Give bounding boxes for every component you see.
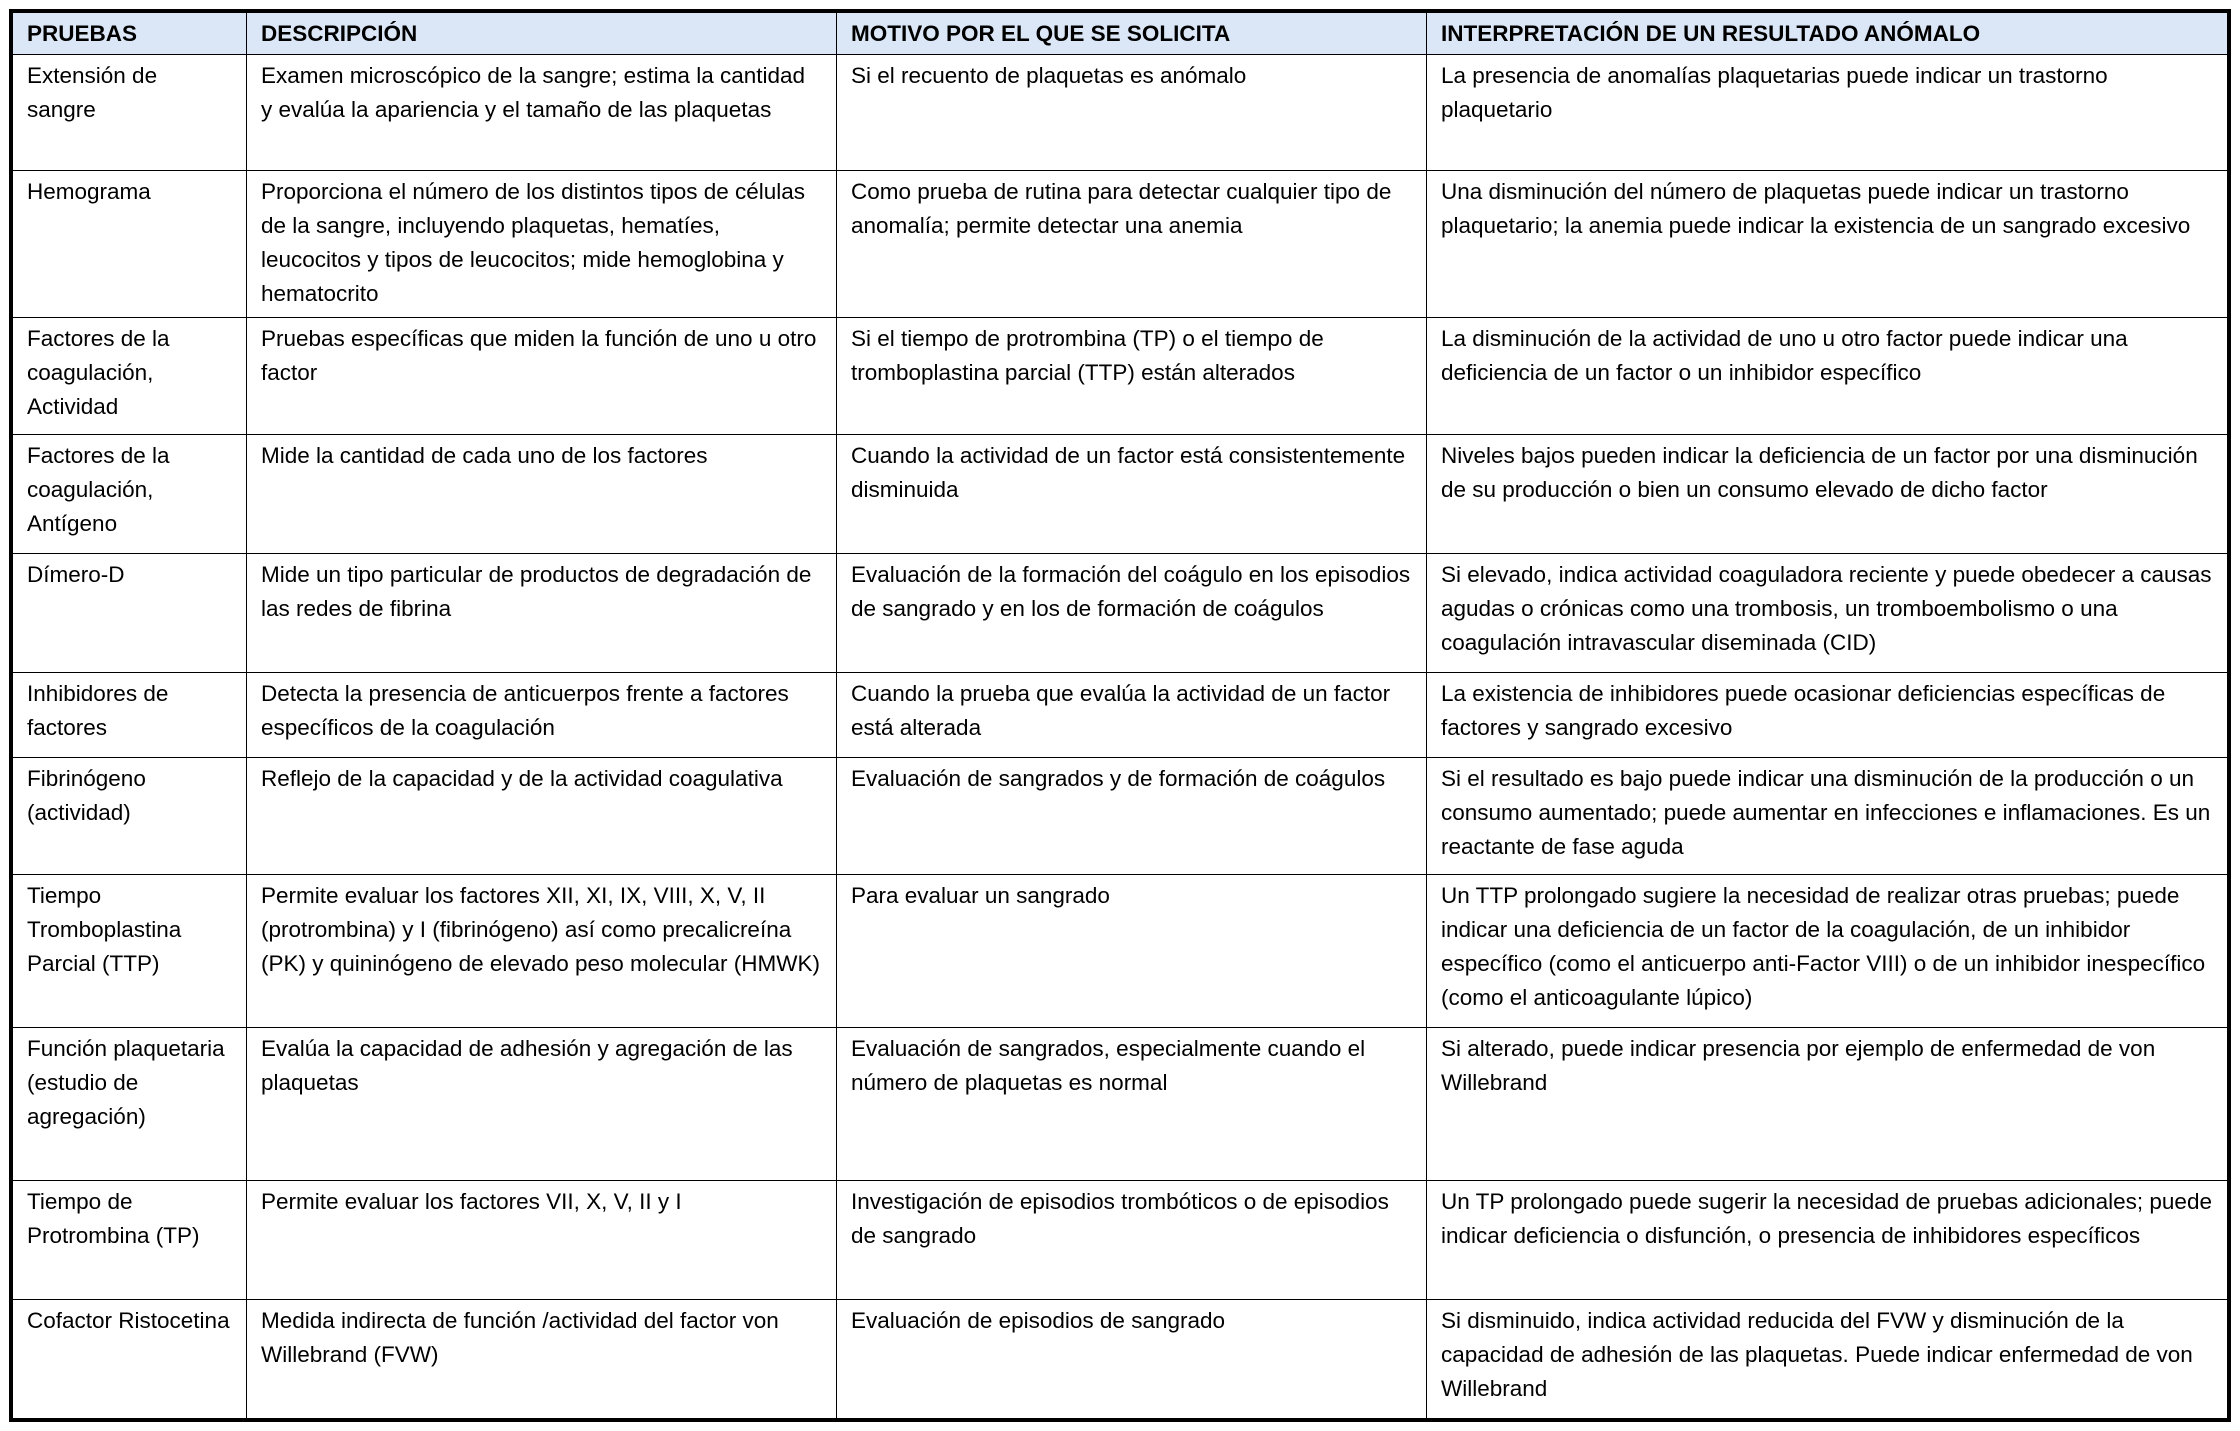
cell-interpretacion: Si el resultado es bajo puede indicar una disminución de la producción o un consumo aumentado; puede aumentar en infecciones e inflamaciones. Es un reactante de fase aguda [1427, 758, 2228, 875]
cell-descripcion: Examen microscópico de la sangre; estima la cantidad y evalúa la apariencia y el tamaño de las plaquetas [247, 55, 837, 171]
cell-interpretacion: Una disminución del número de plaquetas puede indicar un trastorno plaquetario; la anemia puede indicar la existencia de un sangrado excesivo [1427, 171, 2228, 318]
cell-prueba: Extensión de sangre [13, 55, 247, 171]
table-row [13, 171, 2228, 318]
header-row [13, 13, 2228, 55]
table-row [13, 55, 2228, 171]
cell-interpretacion: Niveles bajos pueden indicar la deficiencia de un factor por una disminución de su producción o bien un consumo elevado de dicho factor [1427, 434, 2228, 553]
cell-motivo: Evaluación de la formación del coágulo en los episodios de sangrado y en los de formación de coágulos [837, 554, 1427, 673]
cell-descripcion: Proporciona el número de los distintos tipos de células de la sangre, incluyendo plaquetas, hematíes, leucocitos y tipos de leucocitos; mide hemoglobina y hematocrito [247, 171, 837, 318]
cell-prueba: Factores de la coagulación, Actividad [13, 317, 247, 434]
cell-motivo: Investigación de episodios trombóticos o de episodios de sangrado [837, 1181, 1427, 1299]
header-motivo: MOTIVO POR EL QUE SE SOLICITA [837, 13, 1427, 55]
cell-motivo: Si el tiempo de protrombina (TP) o el tiempo de tromboplastina parcial (TTP) están alterados [837, 317, 1427, 434]
cell-interpretacion: Si elevado, indica actividad coaguladora reciente y puede obedecer a causas agudas o crónicas como una trombosis, un tromboembolismo o una coagulación intravascular diseminada (CID) [1427, 554, 2228, 673]
header-pruebas: PRUEBAS [13, 13, 247, 55]
table-body [13, 55, 2228, 1419]
table-row [13, 1027, 2228, 1181]
table-row [13, 317, 2228, 434]
cell-descripcion: Evalúa la capacidad de adhesión y agregación de las plaquetas [247, 1027, 837, 1181]
cell-motivo: Como prueba de rutina para detectar cualquier tipo de anomalía; permite detectar una anemia [837, 171, 1427, 318]
cell-motivo: Para evaluar un sangrado [837, 875, 1427, 1028]
table-row [13, 758, 2228, 875]
cell-descripcion: Mide un tipo particular de productos de degradación de las redes de fibrina [247, 554, 837, 673]
cell-prueba: Factores de la coagulación, Antígeno [13, 434, 247, 553]
cell-motivo: Evaluación de sangrados y de formación de coágulos [837, 758, 1427, 875]
cell-descripcion: Permite evaluar los factores XII, XI, IX, VIII, X, V, II (protrombina) y I (fibrinógeno) así como precalicreína (PK) y quininógeno de elevado peso molecular (HMWK) [247, 875, 837, 1028]
cell-descripcion: Medida indirecta de función /actividad del factor von Willebrand (FVW) [247, 1299, 837, 1418]
cell-interpretacion: La presencia de anomalías plaquetarias puede indicar un trastorno plaquetario [1427, 55, 2228, 171]
cell-descripcion: Permite evaluar los factores VII, X, V, II y I [247, 1181, 837, 1299]
cell-interpretacion: Un TP prolongado puede sugerir la necesidad de pruebas adicionales; puede indicar deficiencia o disfunción, o presencia de inhibidores específicos [1427, 1181, 2228, 1299]
cell-prueba: Fibrinógeno (actividad) [13, 758, 247, 875]
cell-motivo: Si el recuento de plaquetas es anómalo [837, 55, 1427, 171]
cell-prueba: Dímero-D [13, 554, 247, 673]
header-interpretacion: INTERPRETACIÓN DE UN RESULTADO ANÓMALO [1427, 13, 2228, 55]
cell-descripcion: Detecta la presencia de anticuerpos frente a factores específicos de la coagulación [247, 673, 837, 758]
table-header [13, 13, 2228, 55]
header-descripcion: DESCRIPCIÓN [247, 13, 837, 55]
cell-descripcion: Reflejo de la capacidad y de la actividad coagulativa [247, 758, 837, 875]
tests-table-container [9, 9, 2231, 1422]
table-row [13, 673, 2228, 758]
table-row [13, 434, 2228, 553]
cell-interpretacion: La disminución de la actividad de uno u otro factor puede indicar una deficiencia de un factor o un inhibidor específico [1427, 317, 2228, 434]
cell-motivo: Cuando la actividad de un factor está consistentemente disminuida [837, 434, 1427, 553]
cell-interpretacion: Si alterado, puede indicar presencia por ejemplo de enfermedad de von Willebrand [1427, 1027, 2228, 1181]
table-row [13, 875, 2228, 1028]
cell-prueba: Hemograma [13, 171, 247, 318]
table-row [13, 554, 2228, 673]
cell-descripcion: Mide la cantidad de cada uno de los factores [247, 434, 837, 553]
cell-prueba: Cofactor Ristocetina [13, 1299, 247, 1418]
cell-prueba: Tiempo Tromboplastina Parcial (TTP) [13, 875, 247, 1028]
cell-prueba: Tiempo de Protrombina (TP) [13, 1181, 247, 1299]
table-row [13, 1181, 2228, 1299]
cell-prueba: Función plaquetaria (estudio de agregación) [13, 1027, 247, 1181]
tests-table [12, 12, 2228, 1419]
cell-interpretacion: Si disminuido, indica actividad reducida del FVW y disminución de la capacidad de adhesión de las plaquetas. Puede indicar enfermedad de von Willebrand [1427, 1299, 2228, 1418]
cell-interpretacion: Un TTP prolongado sugiere la necesidad de realizar otras pruebas; puede indicar una deficiencia de un factor de la coagulación, de un inhibidor específico (como el anticuerpo anti-Factor VIII) o de un inhibidor inespecífico (como el anticoagulante lúpico) [1427, 875, 2228, 1028]
table-row [13, 1299, 2228, 1418]
cell-descripcion: Pruebas específicas que miden la función de uno u otro factor [247, 317, 837, 434]
cell-prueba: Inhibidores de factores [13, 673, 247, 758]
cell-motivo: Cuando la prueba que evalúa la actividad de un factor está alterada [837, 673, 1427, 758]
cell-motivo: Evaluación de sangrados, especialmente cuando el número de plaquetas es normal [837, 1027, 1427, 1181]
cell-interpretacion: La existencia de inhibidores puede ocasionar deficiencias específicas de factores y sangrado excesivo [1427, 673, 2228, 758]
cell-motivo: Evaluación de episodios de sangrado [837, 1299, 1427, 1418]
